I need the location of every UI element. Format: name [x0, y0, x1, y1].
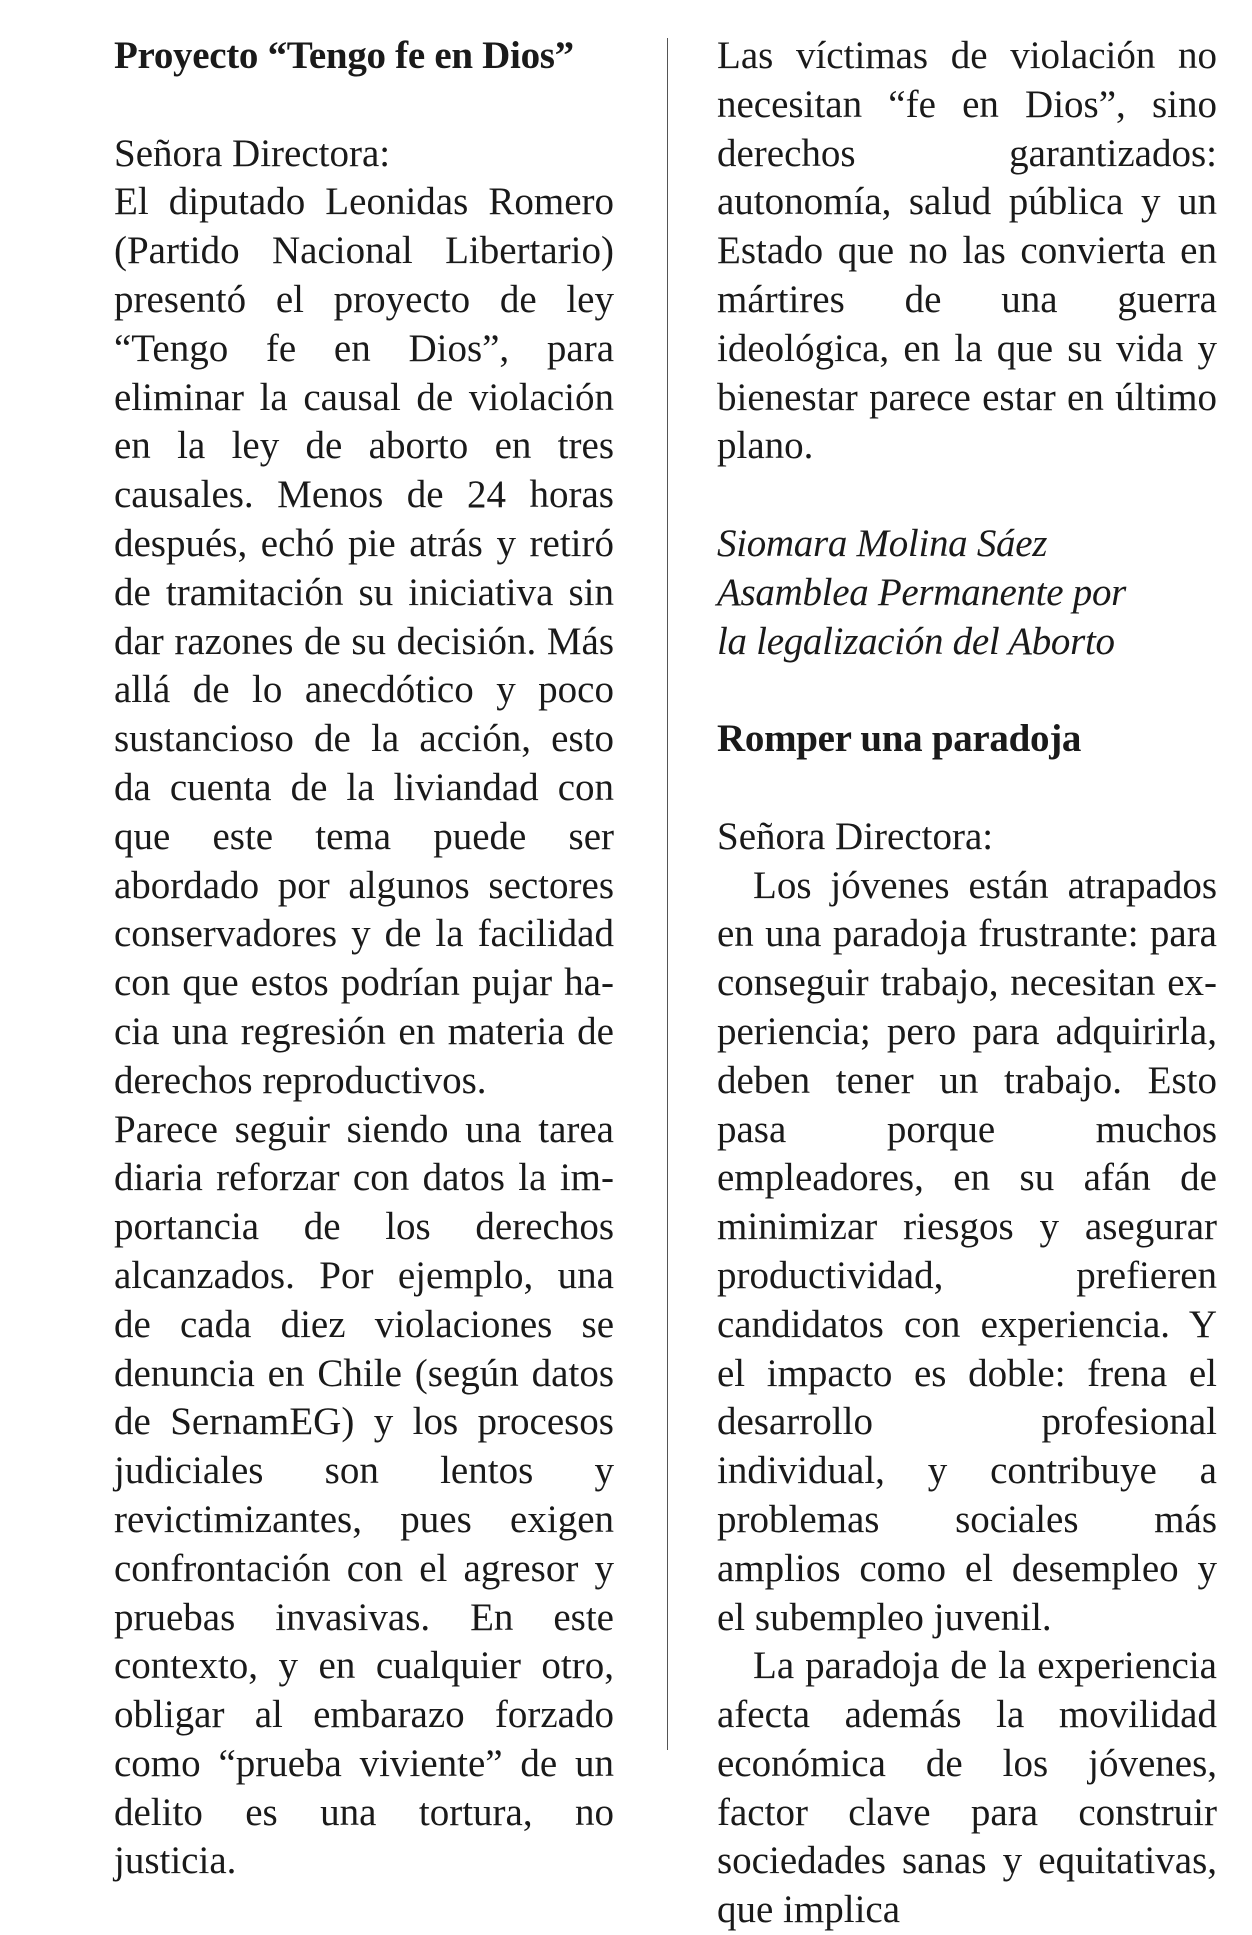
signature-organization: la legalización del Aborto: [717, 619, 1115, 663]
letter-salutation: Señora Directora:: [114, 131, 391, 175]
letter-salutation: Señora Directora:: [717, 814, 994, 858]
spacer: [717, 471, 1217, 520]
letter-title: Proyecto “Tengo fe en Dios”: [114, 34, 574, 77]
column-divider: [667, 38, 668, 1750]
right-column: [717, 32, 1217, 1935]
letter-paragraph: Los jóvenes están atrapados en una paradoja frustrante: para conseguir trabajo, necesitan experiencia; pero para adquirirla, deben tener un trabajo. Esto pasa porque muchos empleadores, en su afán de minimizar riesgos y asegurar productividad, prefieren candidatos con experiencia. Y el impacto es doble: frena el desarrollo profesional individual, y contribuye a problemas sociales más amplios como el desempleo y el subempleo juvenil.: [717, 863, 1217, 1639]
spacer: [717, 666, 1217, 715]
letter-paragraph: Parece seguir siendo una tarea diaria reforzar con datos la importancia de los derechos alcanzados. Por ejemplo, una de cada diez violaciones se denuncia en Chile (según datos de SernamEG) y los procesos judiciales son lentos y revictimizantes, pues exigen confrontación con el agresor y pruebas invasivas. En este contexto, y en cualquier otro, obligar al embarazo forzado como “prueba viviente” de un delito es una tortura, no justicia.: [114, 1107, 614, 1883]
left-column: [114, 32, 614, 1886]
letter-paragraph: El diputado Leonidas Romero (Partido Nacional Libertario) presentó el proyecto de ley “Tengo fe en Dios”, para eliminar la causal de violación en la ley de aborto en tres causales. Menos de 24 horas después, echó pie atrás y retiró de tramitación su iniciativa sin dar razones de su decisión. Más allá de lo anecdótico y poco sustancioso de la acción, esto da cuenta de la liviandad con que este tema puede ser abordado por algunos sectores conservadores y de la facilidad con que estos podrían pujar hacia una regresión en materia de derechos reproductivos.: [114, 180, 614, 1102]
signature-name: Siomara Molina Sáez: [717, 521, 1048, 565]
spacer: [717, 764, 1217, 813]
letter-title: Romper una paradoja: [717, 717, 1082, 761]
letter-paragraph: Las víctimas de violación no necesitan “fe en Dios”, sino derechos garantizados: autonomía, salud pública y un Estado que no las convierta en mártires de una guerra ideológica, en la que su vida y bienestar parece estar en último plano.: [717, 34, 1217, 468]
letter-paragraph: La paradoja de la experiencia afecta además la movilidad económica de los jóvenes, factor clave para construir sociedades sanas y equitativas, que implica: [717, 1644, 1217, 1932]
spacer: [114, 81, 614, 130]
signature-organization: Asamblea Permanente por: [717, 570, 1127, 614]
